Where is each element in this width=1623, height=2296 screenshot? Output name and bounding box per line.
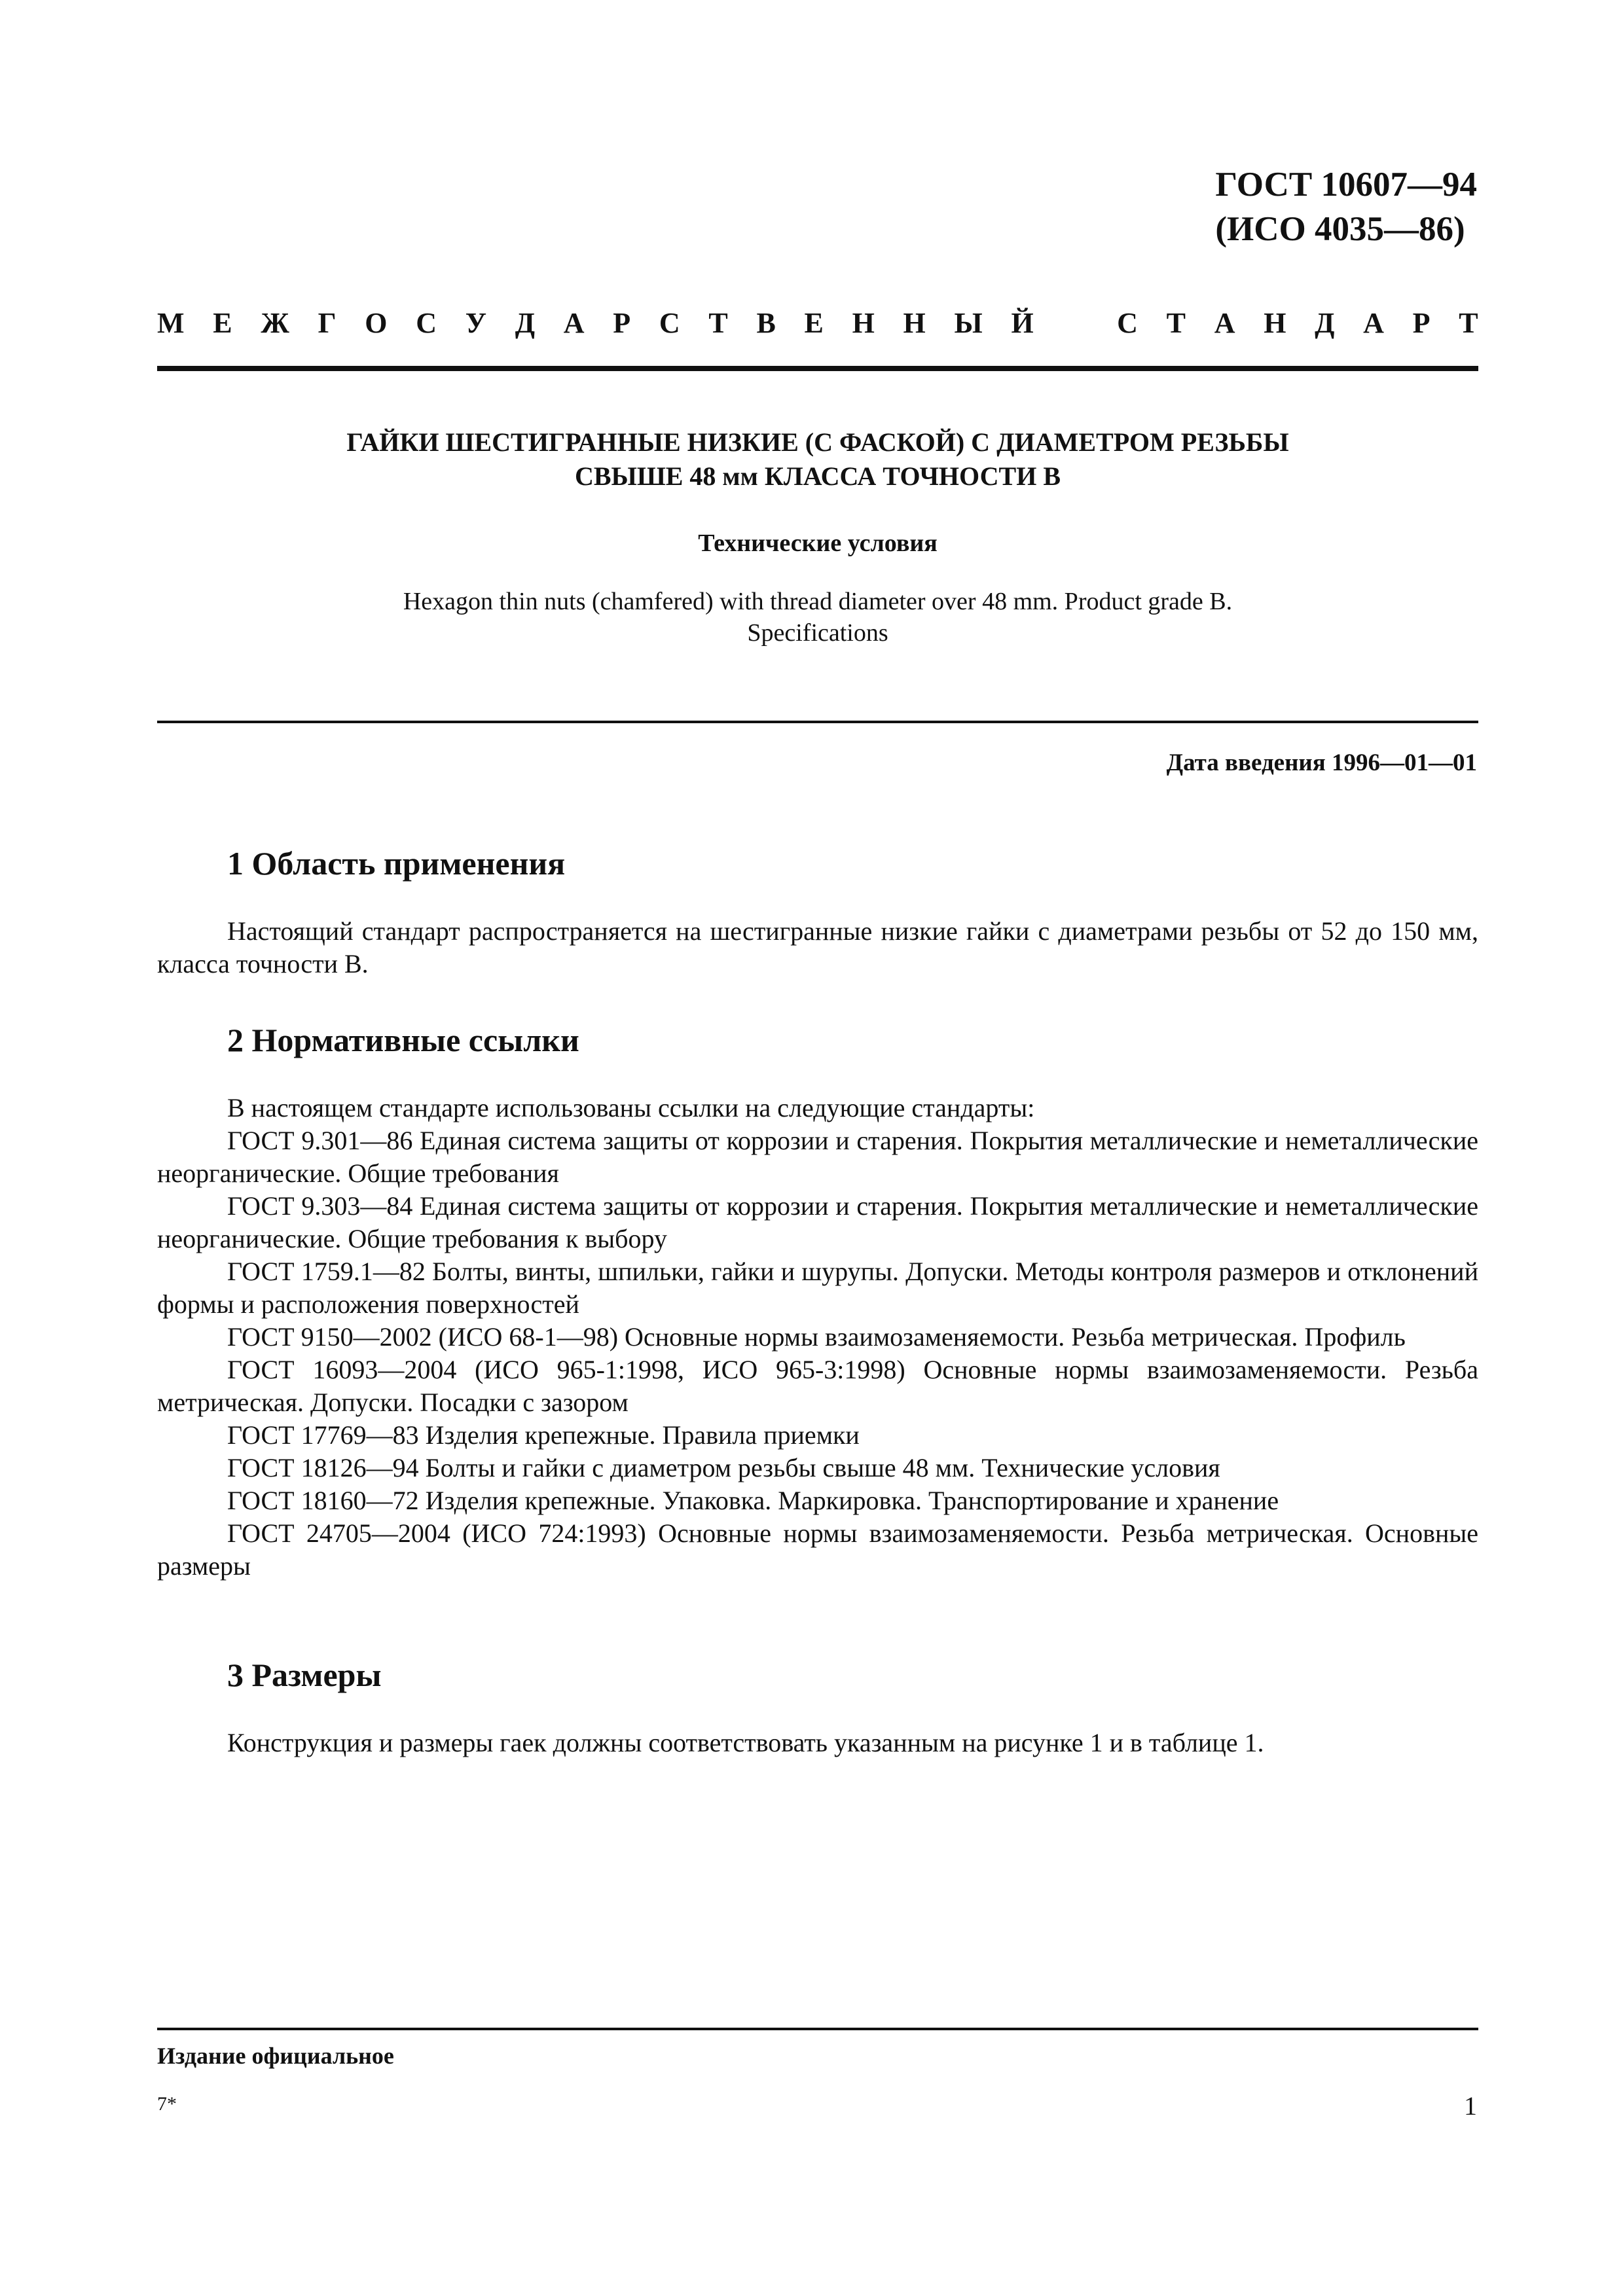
- section-2-text: [157, 1092, 1478, 1583]
- heading-letter: А: [563, 307, 585, 339]
- heading-letter: Н: [1264, 307, 1286, 339]
- heading-letter: А: [1214, 307, 1235, 339]
- section-2-heading: 2 Нормативные ссылки: [227, 1022, 579, 1058]
- heading-letter: Д: [1315, 307, 1335, 339]
- interstate-standard-heading: [157, 306, 1478, 340]
- reference-item: ГОСТ 16093—2004 (ИСО 965-1:1998, ИСО 965-3:1998) Основные нормы взаимозаменяемости. Резьба метрическая. Допуски. Посадки с зазором: [157, 1355, 1478, 1417]
- document-title: [157, 425, 1478, 493]
- word-gap: [1062, 306, 1088, 340]
- reference-item: ГОСТ 18160—72 Изделия крепежные. Упаковка. Маркировка. Транспортирование и хранение: [227, 1486, 1279, 1515]
- title-en: [157, 586, 1478, 649]
- heading-letter: У: [465, 307, 487, 339]
- title-divider: [157, 721, 1478, 723]
- heading-letter: О: [365, 307, 388, 339]
- page-number: 1: [1464, 2091, 1477, 2121]
- heading-letter: Р: [1412, 307, 1431, 339]
- heading-letter: Р: [613, 307, 631, 339]
- section-3-text: [157, 1727, 1478, 1759]
- official-edition-label: Издание официальное: [157, 2043, 394, 2069]
- reference-item: ГОСТ 24705—2004 (ИСО 724:1993) Основные нормы взаимозаменяемости. Резьба метрическая. Основные размеры: [157, 1518, 1478, 1581]
- footer-divider: [157, 2028, 1478, 2030]
- heading-letter: С: [416, 307, 437, 339]
- heading-letter: М: [157, 307, 185, 339]
- heading-letter: Ж: [261, 307, 289, 339]
- title-line-1: ГАЙКИ ШЕСТИГРАННЫЕ НИЗКИЕ (С ФАСКОЙ) С ДИАМЕТРОМ РЕЗЬБЫ: [346, 427, 1289, 457]
- iso-number: (ИСО 4035—86): [1215, 210, 1465, 248]
- reference-item: ГОСТ 9.301—86 Единая система защиты от коррозии и старения. Покрытия металлические и неметаллические неорганические. Общие требования: [157, 1126, 1478, 1188]
- heading-letter: Н: [903, 307, 926, 339]
- heading-letter: Г: [318, 307, 337, 339]
- section-3-heading: 3 Размеры: [227, 1657, 382, 1693]
- heading-letter: С: [1117, 307, 1138, 339]
- heading-letter: Е: [213, 307, 232, 339]
- introduction-date: Дата введения 1996—01—01: [1166, 749, 1477, 776]
- section-1-heading: 1 Область применения: [227, 845, 566, 882]
- subtitle-ru: Технические условия: [698, 529, 938, 557]
- heading-letter: А: [1363, 307, 1384, 339]
- reference-item: ГОСТ 9.303—84 Единая система защиты от коррозии и старения. Покрытия металлические и неметаллические неорганические. Общие требования к выбору: [157, 1191, 1478, 1253]
- heading-letter: Н: [852, 307, 875, 339]
- heading-letter: Й: [1011, 307, 1034, 339]
- title-en-line-1: Hexagon thin nuts (chamfered) with thread diameter over 48 mm. Product grade B.: [403, 588, 1233, 615]
- gost-number: ГОСТ 10607—94: [1215, 166, 1477, 204]
- heading-letter: Д: [515, 307, 536, 339]
- heading-letter: Т: [708, 307, 728, 339]
- section-3-paragraph: Конструкция и размеры гаек должны соответствовать указанным на рисунке 1 и в таблице 1.: [227, 1728, 1264, 1757]
- heading-letter: В: [756, 307, 776, 339]
- heading-letter: Е: [804, 307, 824, 339]
- header-divider: [157, 366, 1478, 371]
- title-line-2: СВЫШЕ 48 мм КЛАССА ТОЧНОСТИ В: [574, 461, 1061, 491]
- heading-letter: С: [659, 307, 680, 339]
- heading-letter: Ы: [954, 307, 983, 339]
- title-en-line-2: Specifications: [747, 619, 888, 647]
- reference-item: ГОСТ 18126—94 Болты и гайки с диаметром резьбы свыше 48 мм. Технические условия: [227, 1453, 1220, 1482]
- section-1-paragraph: Настоящий стандарт распространяется на шестигранные низкие гайки с диаметрами резьбы от 52 до 150 мм, класса точности В.: [157, 916, 1478, 978]
- sheet-mark: 7*: [157, 2093, 177, 2115]
- heading-letter: Т: [1166, 307, 1186, 339]
- reference-item: ГОСТ 1759.1—82 Болты, винты, шпильки, гайки и шурупы. Допуски. Методы контроля размеров и отклонений формы и расположения поверхностей: [157, 1257, 1478, 1319]
- section-1-text: [157, 915, 1478, 980]
- heading-letter: Т: [1459, 307, 1478, 339]
- reference-item: ГОСТ 17769—83 Изделия крепежные. Правила приемки: [227, 1420, 860, 1450]
- reference-item: ГОСТ 9150—2002 (ИСО 68-1—98) Основные нормы взаимозаменяемости. Резьба метрическая. Профиль: [227, 1322, 1406, 1352]
- section-2-intro: В настоящем стандарте использованы ссылки на следующие стандарты:: [227, 1093, 1035, 1122]
- document-code: [1215, 162, 1477, 251]
